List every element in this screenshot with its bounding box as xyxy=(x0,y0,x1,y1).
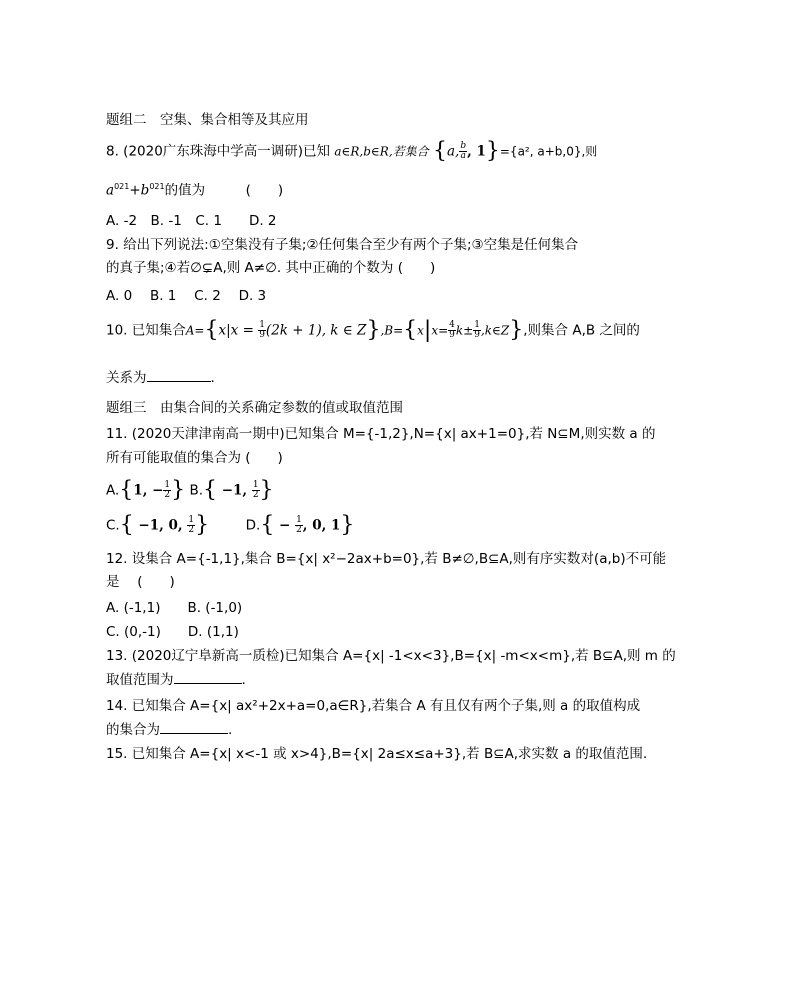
q11-optC-den: 2 xyxy=(188,525,195,535)
q11-optC-num: 1 xyxy=(188,515,195,525)
q11-optD-frac xyxy=(295,516,303,535)
q8-frac-den: a xyxy=(460,151,466,161)
q11-optA-body: 1, − xyxy=(133,482,164,499)
q8-b-term: +b xyxy=(129,182,150,199)
q8-value-text: 的值为 ( ) xyxy=(164,182,284,199)
q11-optC-brace-open: { xyxy=(119,512,134,538)
q13-answer-blank[interactable] xyxy=(174,671,242,684)
q10-line2 xyxy=(106,369,215,387)
q11-line2: 所有可能取值的集合为 ( ) xyxy=(106,450,283,466)
q11-optD-brace-open: { xyxy=(260,512,275,538)
q11-options-cd xyxy=(106,512,355,538)
q10-a-body2: (2k + 1), k ∈ Z xyxy=(265,322,367,339)
q11-optC-label: C. xyxy=(106,517,120,534)
q10-b-body2: x= xyxy=(431,323,449,338)
q11-optB-label: B. xyxy=(189,482,203,499)
q13-line1: 13. (2020辽宁阜新高一质检)已知集合 A={x| -1<x<3},B={x| -m<x<m},若 B⊆A,则 m 的 xyxy=(106,648,676,664)
q10-line1 xyxy=(106,317,640,343)
q8-line1-c: ={a², a+b,0},则 xyxy=(499,144,598,159)
q14-answer-blank[interactable] xyxy=(160,721,228,734)
q11-optA-brace-close: } xyxy=(171,477,186,503)
q14-line2-text: 的集合为 xyxy=(106,722,160,738)
q10-prefix: 10. 已知集合 xyxy=(106,322,186,339)
group3-title: 题组三 由集合间的关系确定参数的值或取值范围 xyxy=(106,400,403,416)
q11-optA-label: A. xyxy=(106,482,120,499)
q11-optC-frac xyxy=(187,516,195,535)
q10-line2-end: . xyxy=(210,370,215,386)
q14-line2 xyxy=(106,721,232,739)
group2-title: 题组二 空集、集合相等及其应用 xyxy=(106,112,309,128)
q11-optD-den: 2 xyxy=(296,525,302,535)
q10-b-frac1 xyxy=(448,321,456,340)
q11-optD-label: D. xyxy=(245,517,261,534)
q14-line2-end: . xyxy=(228,722,233,738)
q11-optD-brace-close: } xyxy=(340,512,355,538)
q10-b-frac2 xyxy=(473,321,481,340)
q12-line2: 是 ( ) xyxy=(106,574,175,590)
q12-options-cd: C. (0,-1) D. (1,1) xyxy=(106,624,239,640)
q11-optD-body2: , 0, 1 xyxy=(302,517,341,534)
q10-answer-blank[interactable] xyxy=(147,369,211,382)
q8-options: A. -2 B. -1 C. 1 D. 2 xyxy=(106,213,277,229)
q11-options-ab xyxy=(106,477,274,503)
q11-optB-den: 2 xyxy=(252,490,259,500)
q11-optD-num: 1 xyxy=(296,515,302,525)
q11-optA-den: 2 xyxy=(164,490,171,500)
q10-line2-text: 关系为 xyxy=(106,370,147,386)
q11-optC-body: −1, 0, xyxy=(133,517,188,534)
q8-line1 xyxy=(106,138,598,164)
q10-a-frac xyxy=(258,321,266,340)
q10-a-frac-num: 1 xyxy=(259,320,265,330)
q11-optB-num: 1 xyxy=(252,480,259,490)
q10-b-frac1-num: 4 xyxy=(449,320,455,330)
q9-line1: 9. 给出下列说法:①空集没有子集;②任何集合至少有两个子集;③空集是任何集合 xyxy=(106,237,579,253)
q12-options-ab: A. (-1,1) B. (-1,0) xyxy=(106,600,243,616)
q8-line1-a: 8. (2020广东珠海中学高一调研)已知 xyxy=(106,143,331,160)
q15-line1: 15. 已知集合 A={x| x<-1 或 x>4},B={x| 2a≤x≤a+3},若 B⊆A,求实数 a 的取值范围. xyxy=(106,746,648,762)
q13-line2-text: 取值范围为 xyxy=(106,672,174,688)
q10-b-bar: | xyxy=(423,317,432,343)
q10-b-brace-open: { xyxy=(403,317,418,343)
q8-a-exp: 021 xyxy=(114,182,130,191)
q11-optA-brace-open: { xyxy=(119,477,134,503)
q10-a-frac-den: 9 xyxy=(259,330,265,340)
q8-set-a: a, xyxy=(446,143,460,160)
q11-optA-num: 1 xyxy=(164,480,171,490)
q11-optA-frac xyxy=(163,481,171,500)
q11-optB-frac xyxy=(252,481,260,500)
q13-line2-end: . xyxy=(241,672,246,688)
q8-brace-open: { xyxy=(432,138,447,164)
q13-line2 xyxy=(106,671,246,689)
q8-b-exp: 021 xyxy=(149,182,165,191)
q8-brace-close: } xyxy=(485,138,500,164)
q10-b-brace-close: } xyxy=(509,317,524,343)
q10-suffix: ,则集合 A,B 之间的 xyxy=(523,322,640,339)
q11-optB-brace-open: { xyxy=(203,477,217,503)
q14-line1: 14. 已知集合 A={x| ax²+2x+a=0,a∈R},若集合 A 有且仅有两个子集,则 a 的取值构成 xyxy=(106,698,641,714)
q10-b-body3: k± xyxy=(455,323,474,338)
q10-b-frac2-num: 1 xyxy=(474,320,480,330)
q12-line1: 12. 设集合 A={-1,1},集合 B={x| x²−2ax+b=0},若 B≠∅,B⊆A,则有序实数对(a,b)不可能 xyxy=(106,551,667,567)
q8-frac-num: b xyxy=(460,141,467,151)
q8-line2 xyxy=(106,178,283,200)
q8-line1-b: a∈R,b∈R,若集合 xyxy=(334,144,429,159)
q10-a-brace-close: } xyxy=(366,317,381,343)
q10-b-body1: x xyxy=(417,323,424,338)
q10-b-frac2-den: 9 xyxy=(474,330,480,340)
q11-optB-brace-close: } xyxy=(259,477,274,503)
q11-optB-body: −1, xyxy=(217,482,252,499)
q10-b-frac1-den: 9 xyxy=(449,330,455,340)
q8-a-term: a xyxy=(106,182,115,199)
q11-line1: 11. (2020天津津南高一期中)已知集合 M={-1,2},N={x| ax+1=0},若 N⊆M,则实数 a 的 xyxy=(106,426,656,442)
q11-optC-brace-close: } xyxy=(195,512,210,538)
q10-a-body1: x|x = xyxy=(218,322,254,339)
q8-set-c: , 1 xyxy=(467,143,486,160)
q10-a-brace-open: { xyxy=(204,317,219,343)
q10-b-body4: ,k∈Z xyxy=(480,323,510,338)
q11-optD-body1: − xyxy=(274,517,296,534)
q8-frac xyxy=(459,142,467,161)
q10-b-head: ,B= xyxy=(380,323,404,338)
q9-options: A. 0 B. 1 C. 2 D. 3 xyxy=(106,288,267,304)
q10-a-head: A= xyxy=(185,323,205,338)
q9-line2: 的真子集;④若∅⊊A,则 A≠∅. 其中正确的个数为 ( ) xyxy=(106,260,436,276)
